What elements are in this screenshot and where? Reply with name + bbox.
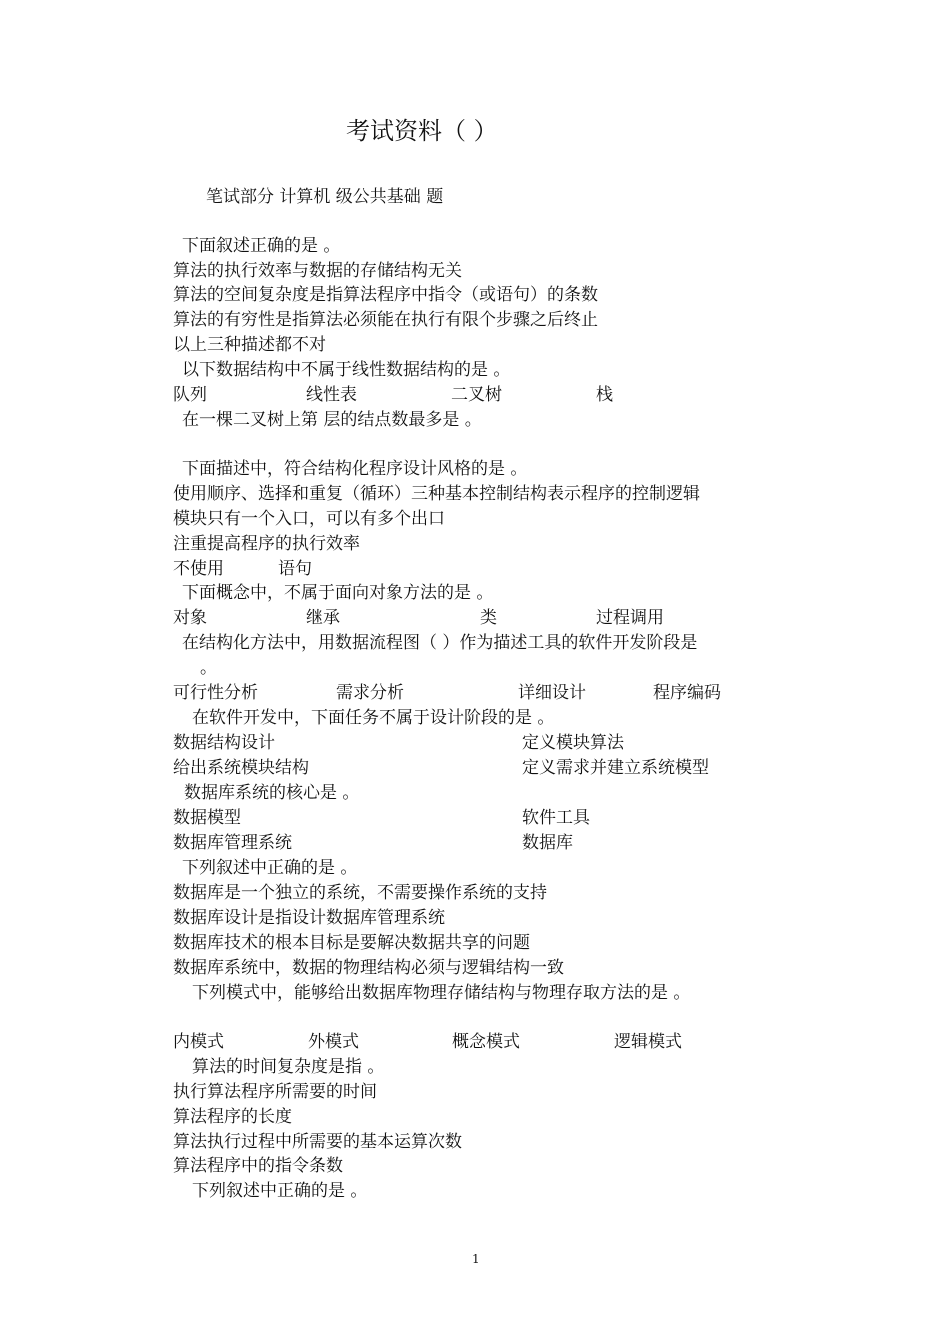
option-10a: 内模式 [173, 1032, 224, 1052]
option-6a: 可行性分析 [173, 683, 258, 703]
option-1b: 算法的空间复杂度是指算法程序中指令（或语句）的条数 [173, 285, 598, 305]
option-2d: 栈 [596, 385, 613, 405]
question-7: 在软件开发中，下面任务不属于设计阶段的是 。 [192, 708, 555, 728]
question-5: 下面概念中，不属于面向对象方法的是 。 [182, 583, 494, 603]
option-9b: 数据库设计是指设计数据库管理系统 [173, 908, 445, 928]
question-6: 在结构化方法中，用数据流程图（ ）作为描述工具的软件开发阶段是 [182, 633, 698, 653]
question-9: 下列叙述中正确的是 。 [182, 858, 358, 878]
option-10c: 概念模式 [452, 1032, 520, 1052]
option-2c: 二叉树 [451, 385, 502, 405]
option-9d: 数据库系统中，数据的物理结构必须与逻辑结构一致 [173, 958, 564, 978]
option-8d: 数据库 [522, 833, 573, 853]
option-4a: 使用顺序、选择和重复（循环）三种基本控制结构表示程序的控制逻辑 [173, 484, 700, 504]
option-11c: 算法执行过程中所需要的基本运算次数 [173, 1132, 462, 1152]
option-9c: 数据库技术的根本目标是要解决数据共享的问题 [173, 933, 530, 953]
option-6c: 详细设计 [518, 683, 586, 703]
option-4d-cont: 语句 [278, 559, 312, 579]
option-2a: 队列 [173, 385, 207, 405]
option-10b: 外模式 [308, 1032, 359, 1052]
page-number: 1 [472, 1252, 480, 1266]
question-10: 下列模式中，能够给出数据库物理存储结构与物理存取方法的是 。 [192, 983, 691, 1003]
option-1c: 算法的有穷性是指算法必须能在执行有限个步骤之后终止 [173, 310, 598, 330]
question-4: 下面描述中，符合结构化程序设计风格的是 。 [182, 459, 528, 479]
question-2: 以下数据结构中不属于线性数据结构的是 。 [182, 360, 511, 380]
option-4b: 模块只有一个入口，可以有多个出口 [173, 509, 445, 529]
question-8: 数据库系统的核心是 。 [184, 783, 360, 803]
option-6b: 需求分析 [336, 683, 404, 703]
question-12: 下列叙述中正确的是 。 [192, 1181, 368, 1201]
option-4d: 不使用 [173, 559, 224, 579]
option-11b: 算法程序的长度 [173, 1107, 292, 1127]
option-8c: 数据库管理系统 [173, 833, 292, 853]
option-7a: 数据结构设计 [173, 733, 275, 753]
option-5d: 过程调用 [596, 608, 664, 628]
option-5b: 继承 [306, 608, 340, 628]
option-1d: 以上三种描述都不对 [173, 335, 326, 355]
option-11a: 执行算法程序所需要的时间 [173, 1082, 377, 1102]
option-9a: 数据库是一个独立的系统，不需要操作系统的支持 [173, 883, 547, 903]
option-5a: 对象 [173, 608, 207, 628]
page-title: 考试资料（ ） [346, 117, 498, 145]
option-7b: 定义模块算法 [522, 733, 624, 753]
option-4c: 注重提高程序的执行效率 [173, 534, 360, 554]
question-1: 下面叙述正确的是 。 [182, 236, 341, 256]
option-7d: 定义需求并建立系统模型 [522, 758, 709, 778]
section-subtitle: 笔试部分 计算机 级公共基础 题 [206, 187, 444, 207]
option-5c: 类 [480, 608, 497, 628]
option-8b: 软件工具 [522, 808, 590, 828]
option-11d: 算法程序中的指令条数 [173, 1156, 343, 1176]
question-3: 在一棵二叉树上第 层的结点数最多是 。 [182, 410, 482, 430]
option-1a: 算法的执行效率与数据的存储结构无关 [173, 261, 462, 281]
option-10d: 逻辑模式 [614, 1032, 682, 1052]
option-7c: 给出系统模块结构 [173, 758, 309, 778]
question-11: 算法的时间复杂度是指 。 [192, 1057, 385, 1077]
option-2b: 线性表 [306, 385, 357, 405]
option-8a: 数据模型 [173, 808, 241, 828]
question-6-cont: 。 [200, 658, 217, 678]
option-6d: 程序编码 [653, 683, 721, 703]
